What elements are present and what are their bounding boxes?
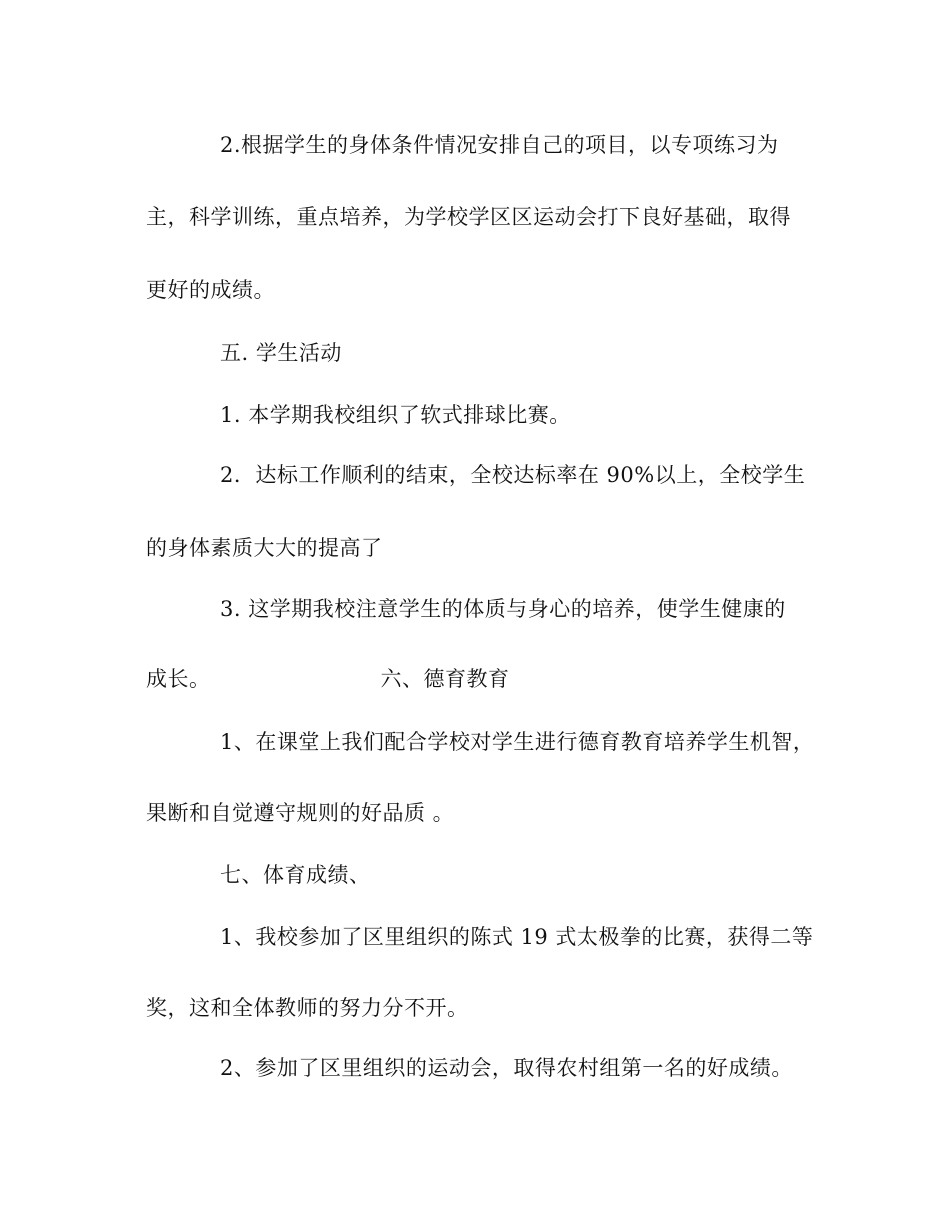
paragraph-line: 果断和自觉遵守规则的好品质 。 xyxy=(146,801,455,825)
paragraph-line: 主，科学训练，重点培养，为学校学区区运动会打下良好基础，取得 xyxy=(146,205,791,229)
list-item: 1、我校参加了区里组织的陈式 19 式太极拳的比赛，获得二等 xyxy=(220,925,814,949)
section-heading: 七、体育成绩、 xyxy=(220,863,371,887)
paragraph-line: 奖，这和全体教师的努力分不开。 xyxy=(146,996,469,1020)
paragraph-line: 2.根据学生的身体条件情况安排自己的项目，以专项练习为 xyxy=(220,133,779,157)
list-item: 3. 这学期我校注意学生的体质与身心的培养，使学生健康的 xyxy=(220,597,786,621)
section-heading: 六、德育教育 xyxy=(380,667,510,691)
paragraph-text: 成长。 xyxy=(146,667,211,691)
section-heading: 五. 学生活动 xyxy=(220,341,342,365)
paragraph-line xyxy=(146,665,510,693)
paragraph-line: 的身体素质大大的提高了 xyxy=(146,536,383,560)
paragraph-line: 更好的成绩。 xyxy=(146,278,275,302)
list-item: 1. 本学期我校组织了软式排球比赛。 xyxy=(220,403,571,427)
list-item: 1、在课堂上我们配合学校对学生进行德育教育培养学生机智， xyxy=(220,730,815,754)
list-item: 2．达标工作顺利的结束，全校达标率在 90%以上，全校学生 xyxy=(220,463,806,487)
list-item: 2、参加了区里组织的运动会，取得农村组第一名的好成绩。 xyxy=(220,1056,793,1080)
